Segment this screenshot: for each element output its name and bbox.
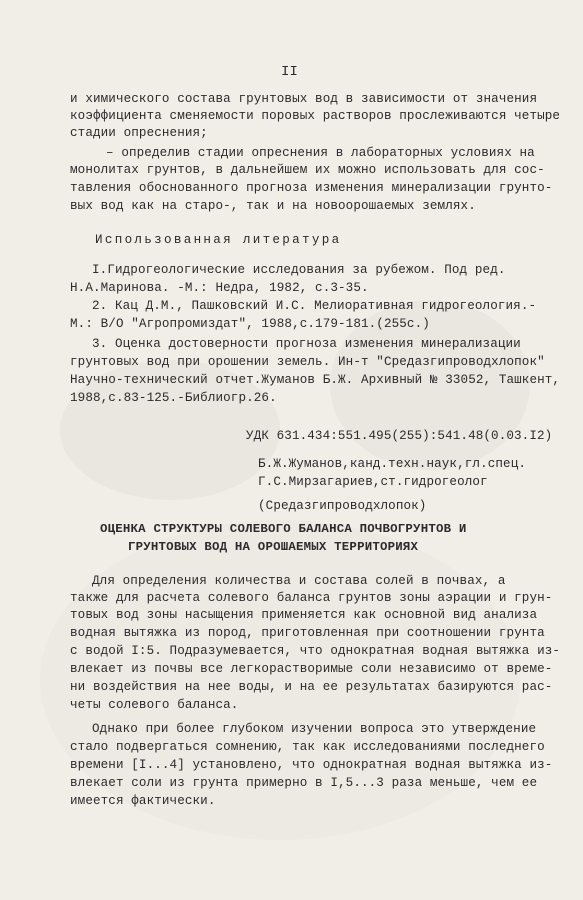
text-line: монолитах грунтов, в дальнейшем их можно использовать для сос- (70, 163, 545, 177)
reference-line: М.: В/О "Агропромиздат", 1988,с.179-181.(255с.) (70, 317, 430, 331)
reference-line: Н.А.Маринова. -М.: Недра, 1982, с.3-35. (70, 281, 369, 295)
reference-line: I.Гидрогеологические исследования за рубежом. Под ред. (92, 263, 506, 277)
body-line: стало подвергаться сомнению, так как исследованиями последнего (70, 740, 545, 754)
references-heading: Использованная литература (95, 233, 342, 247)
body-line: времени [I...4] установлено, что однократная водная вытяжка из- (70, 758, 553, 772)
text-line: стадии опреснения; (70, 126, 208, 140)
udk-code: УДК 631.434:551.495(255):541.48(0.03.I2) (246, 429, 553, 443)
body-line: имеется фактически. (70, 794, 216, 808)
reference-line: 3. Оценка достоверности прогноза изменения минерализации (92, 337, 521, 351)
body-line: также для расчета солевого баланса грунтов зоны аэрации и грун- (70, 591, 553, 605)
author-line: Б.Ж.Жуманов,канд.техн.наук,гл.спец. (258, 457, 527, 471)
institution: (Средазгипроводхлопок) (258, 499, 427, 513)
body-line: с водой I:5. Подразумевается, что однократная водная вытяжка из- (70, 644, 561, 658)
reference-line: 1988,с.83-125.-Библиогр.26. (70, 391, 277, 405)
body-line: водная вытяжка из пород, приготовленная при соотношении грунта (70, 626, 545, 640)
reference-line: грунтовых вод при орошении земель. Ин-т "Средазгипроводхлопок" (70, 355, 545, 369)
text-line: – определив стадии опреснения в лабораторных условиях на (106, 146, 535, 160)
body-line: четы солевого баланса. (70, 698, 239, 712)
reference-line: Научно-технический отчет.Жуманов Б.Ж. Архивный № 33052, Ташкент, (70, 373, 561, 387)
body-line: влекает соли из грунта примерно в I,5...3 раза меньше, чем ее (70, 776, 538, 790)
text-line: вых вод как на старо-, так и на новоорошаемых землях. (70, 199, 476, 213)
text-line: и химического состава грунтовых вод в зависимости от значения (70, 92, 538, 106)
reference-line: 2. Кац Д.М., Пашковский И.С. Мелиоративная гидрогеология.- (92, 299, 537, 313)
text-line: коэффициента сменяемости поровых растворов прослеживаются четыре (70, 109, 561, 123)
body-line: товых вод зоны насыщения применяется как основной вид анализа (70, 608, 538, 622)
body-line: ни воздействия на нее воды, и на ее результатах базируются рас- (70, 680, 553, 694)
body-line: влекает из почвы все легкорастворимые соли независимо от време- (70, 662, 553, 676)
page-number: II (281, 64, 299, 80)
body-line: Для определения количества и состава солей в почвах, а (92, 574, 506, 588)
text-line: тавления обоснованного прогноза изменения минерализации грунто- (70, 181, 553, 195)
article-title-line: ОЦЕНКА СТРУКТУРЫ СОЛЕВОГО БАЛАНСА ПОЧВОГРУНТОВ И (100, 522, 467, 536)
article-title-line: ГРУНТОВЫХ ВОД НА ОРОШАЕМЫХ ТЕРРИТОРИЯХ (128, 540, 419, 554)
author-line: Г.С.Мирзагариев,ст.гидрогеолог (258, 475, 488, 489)
body-line: Однако при более глубоком изучении вопроса это утверждение (92, 722, 537, 736)
